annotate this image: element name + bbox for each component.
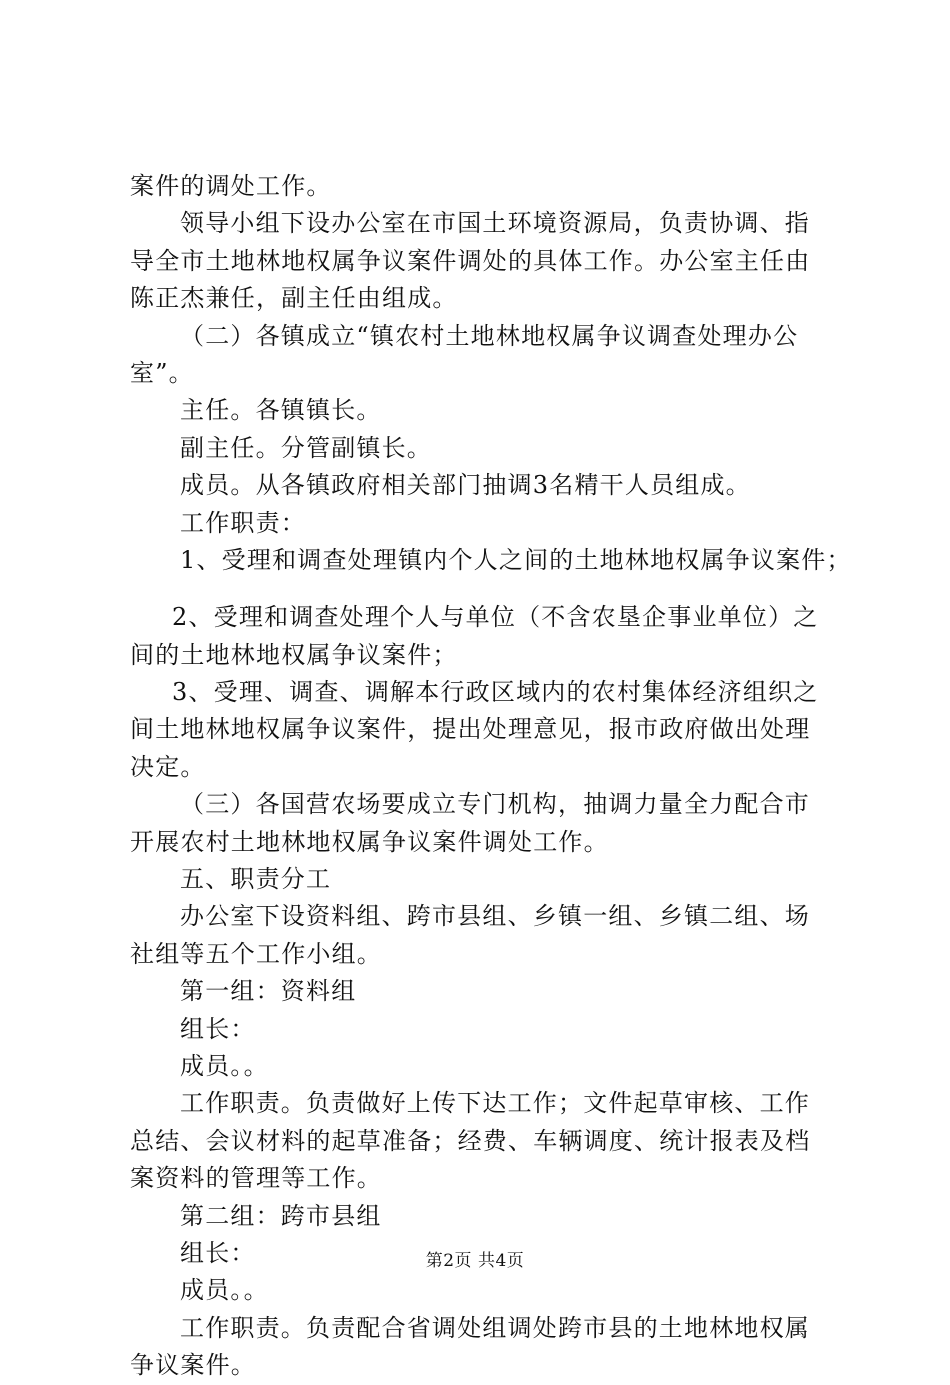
text-line-3: 导全市土地林地权属争议案件调处的具体工作。办公室主任由	[130, 246, 811, 275]
text-line-32: 争议案件。	[130, 1351, 256, 1380]
text-line-30: 成员。。	[180, 1276, 269, 1305]
text-line-11: 1、受理和调查处理镇内个人之间的土地林地权属争议案件；	[180, 545, 852, 574]
text-line-2: 领导小组下设办公室在市国土环境资源局，负责协调、指	[180, 209, 810, 238]
text-line-5: （二）各镇成立“镇农村土地林地权属争议调查处理办公	[180, 321, 799, 350]
text-line-14: 3、受理、调查、调解本行政区域内的农村集体经济组织之	[172, 678, 819, 707]
text-line-4: 陈正杰兼任，副主任由组成。	[130, 284, 458, 313]
text-line-17: （三）各国营农场要成立专门机构，抽调力量全力配合市	[180, 790, 810, 819]
text-line-8: 副主任。分管副镇长。	[180, 433, 432, 462]
text-line-1: 案件的调处工作。	[130, 172, 332, 200]
text-line-26: 总结、会议材料的起草准备；经费、车辆调度、统计报表及档	[130, 1126, 811, 1155]
text-line-29: 组长：	[180, 1238, 256, 1267]
text-line-31: 工作职责。负责配合省调处组调处跨市县的土地林地权属	[180, 1313, 810, 1342]
text-line-20: 办公室下设资料组、跨市县组、乡镇一组、乡镇二组、场	[180, 902, 810, 931]
text-line-18: 开展农村土地林地权属争议案件调处工作。	[130, 827, 609, 856]
page-footer	[0, 1246, 950, 1271]
text-line-16: 决定。	[130, 752, 206, 781]
paragraph-gap	[130, 579, 842, 599]
text-line-7: 主任。各镇镇长。	[180, 396, 382, 425]
text-line-28: 第二组：跨市县组	[180, 1201, 382, 1230]
text-line-22: 第一组：资料组	[180, 977, 357, 1006]
text-line-9: 成员。从各镇政府相关部门抽调3名精干人员组成。	[180, 471, 751, 500]
text-line-21: 社组等五个工作小组。	[130, 939, 382, 968]
page-number: 第2页 共4页	[425, 1251, 525, 1271]
text-line-23: 组长：	[180, 1014, 256, 1043]
text-line-27: 案资料的管理等工作。	[130, 1164, 382, 1193]
document-body	[130, 168, 852, 1385]
text-line-6: 室”。	[130, 358, 194, 387]
text-line-12: 2、受理和调查处理个人与单位（不含农垦企事业单位）之	[172, 603, 819, 632]
text-line-25: 工作职责。负责做好上传下达工作；文件起草审核、工作	[180, 1089, 810, 1118]
text-line-15: 间土地林地权属争议案件，提出处理意见，报市政府做出处理	[130, 715, 811, 744]
text-line-10: 工作职责：	[180, 508, 306, 537]
text-line-13: 间的土地林地权属争议案件；	[130, 640, 458, 669]
text-line-24: 成员。。	[180, 1051, 269, 1080]
text-line-19: 五、职责分工	[180, 865, 332, 894]
